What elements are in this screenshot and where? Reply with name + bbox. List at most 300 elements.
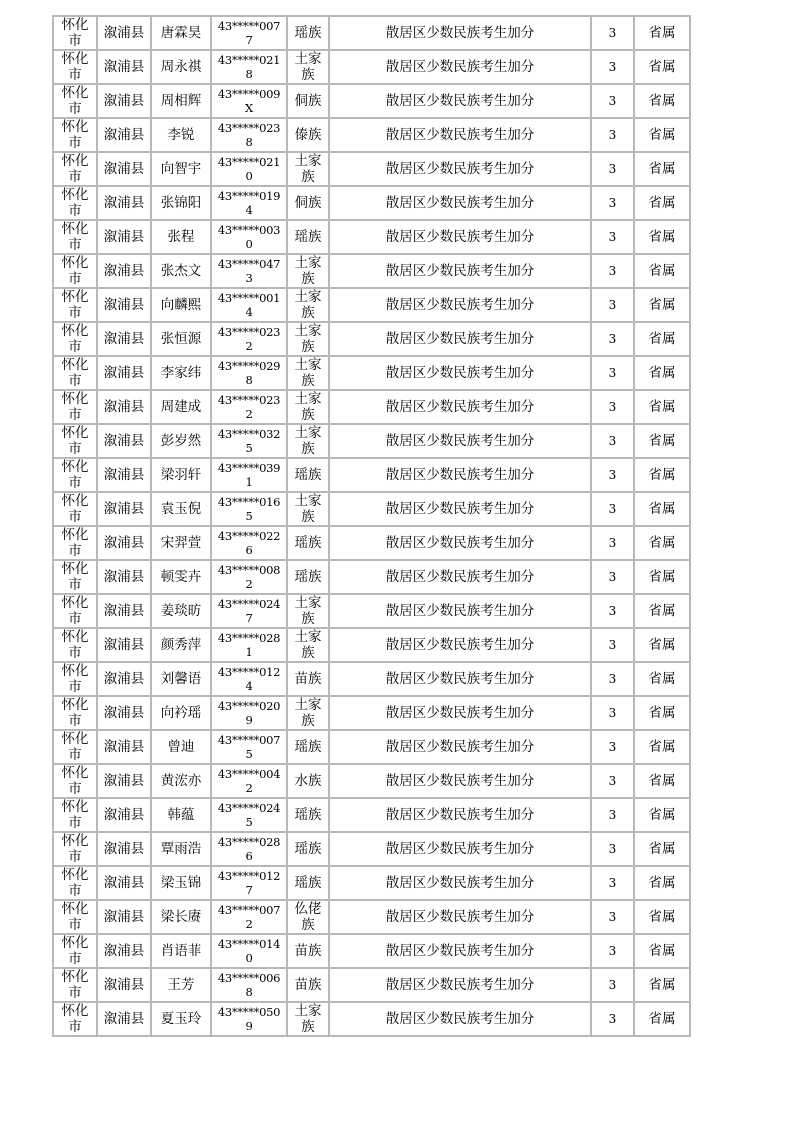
id-number-line-2: 3 bbox=[245, 271, 253, 285]
bonus-score-cell: 3 bbox=[591, 424, 634, 458]
bonus-item-cell: 散居区少数民族考生加分 bbox=[329, 764, 591, 798]
bonus-score-cell: 3 bbox=[591, 118, 634, 152]
id-number-line-2: 4 bbox=[245, 305, 253, 319]
table-row bbox=[53, 696, 690, 730]
level-cell: 省属 bbox=[634, 152, 690, 186]
id-number-line-2: 0 bbox=[245, 951, 253, 965]
county-cell: 溆浦县 bbox=[97, 662, 151, 696]
city-line-1: 怀化 bbox=[61, 765, 89, 781]
city-cell bbox=[53, 560, 97, 594]
bonus-score-cell: 3 bbox=[591, 322, 634, 356]
bonus-item-cell: 散居区少数民族考生加分 bbox=[329, 900, 591, 934]
county-cell: 溆浦县 bbox=[97, 492, 151, 526]
id-number-cell bbox=[211, 560, 287, 594]
id-number-line-2: 1 bbox=[245, 475, 253, 489]
name-cell: 曾迪 bbox=[151, 730, 211, 764]
city-line-1: 怀化 bbox=[61, 459, 89, 475]
level-cell: 省属 bbox=[634, 492, 690, 526]
bonus-score-cell: 3 bbox=[591, 254, 634, 288]
bonus-item-cell: 散居区少数民族考生加分 bbox=[329, 254, 591, 288]
county-cell: 溆浦县 bbox=[97, 84, 151, 118]
id-number-line-2: 2 bbox=[245, 917, 253, 931]
bonus-item-cell: 散居区少数民族考生加分 bbox=[329, 288, 591, 322]
city-line-2: 市 bbox=[68, 849, 82, 865]
level-cell: 省属 bbox=[634, 628, 690, 662]
ethnicity-line-1: 苗族 bbox=[294, 943, 322, 959]
id-number-line-2: 9 bbox=[245, 713, 253, 727]
id-number-cell bbox=[211, 288, 287, 322]
city-cell bbox=[53, 424, 97, 458]
bonus-item-cell: 散居区少数民族考生加分 bbox=[329, 1002, 591, 1036]
table-row bbox=[53, 254, 690, 288]
level-cell: 省属 bbox=[634, 662, 690, 696]
ethnicity-line-1: 瑶族 bbox=[294, 229, 322, 245]
name-cell: 向麟熙 bbox=[151, 288, 211, 322]
name-cell: 张杰文 bbox=[151, 254, 211, 288]
name-cell: 姜琰昉 bbox=[151, 594, 211, 628]
id-number-line-1: 43*****003 bbox=[217, 223, 281, 237]
bonus-item-cell: 散居区少数民族考生加分 bbox=[329, 492, 591, 526]
id-number-line-1: 43*****029 bbox=[217, 359, 281, 373]
table-row bbox=[53, 866, 690, 900]
id-number-cell bbox=[211, 458, 287, 492]
table-row bbox=[53, 730, 690, 764]
id-number-cell bbox=[211, 390, 287, 424]
city-line-2: 市 bbox=[68, 441, 82, 457]
name-cell: 向衿瑶 bbox=[151, 696, 211, 730]
level-cell: 省属 bbox=[634, 934, 690, 968]
id-number-line-2: 7 bbox=[245, 33, 253, 47]
city-cell bbox=[53, 594, 97, 628]
id-number-line-1: 43*****016 bbox=[217, 495, 281, 509]
county-cell: 溆浦县 bbox=[97, 866, 151, 900]
ethnicity-cell bbox=[287, 84, 329, 118]
level-cell: 省属 bbox=[634, 322, 690, 356]
ethnicity-line-1: 瑶族 bbox=[294, 739, 322, 755]
table-row bbox=[53, 288, 690, 322]
city-cell bbox=[53, 662, 97, 696]
city-line-1: 怀化 bbox=[61, 221, 89, 237]
city-line-2: 市 bbox=[68, 985, 82, 1001]
table-row bbox=[53, 424, 690, 458]
name-cell: 顿雯卉 bbox=[151, 560, 211, 594]
city-line-1: 怀化 bbox=[61, 833, 89, 849]
county-cell: 溆浦县 bbox=[97, 832, 151, 866]
bonus-item-cell: 散居区少数民族考生加分 bbox=[329, 152, 591, 186]
id-number-line-1: 43*****001 bbox=[217, 291, 281, 305]
county-cell: 溆浦县 bbox=[97, 526, 151, 560]
id-number-line-1: 43*****024 bbox=[217, 597, 281, 611]
county-cell: 溆浦县 bbox=[97, 356, 151, 390]
ethnicity-cell bbox=[287, 458, 329, 492]
city-line-2: 市 bbox=[68, 135, 82, 151]
ethnicity-line-2: 族 bbox=[301, 509, 315, 525]
bonus-item-cell: 散居区少数民族考生加分 bbox=[329, 798, 591, 832]
city-line-2: 市 bbox=[68, 713, 82, 729]
city-line-2: 市 bbox=[68, 407, 82, 423]
city-line-2: 市 bbox=[68, 1019, 82, 1035]
city-line-1: 怀化 bbox=[61, 663, 89, 679]
ethnicity-cell bbox=[287, 526, 329, 560]
table-row bbox=[53, 16, 690, 50]
city-line-2: 市 bbox=[68, 33, 82, 49]
city-line-2: 市 bbox=[68, 883, 82, 899]
id-number-line-2: 8 bbox=[245, 985, 253, 999]
county-cell: 溆浦县 bbox=[97, 254, 151, 288]
table-row bbox=[53, 118, 690, 152]
level-cell: 省属 bbox=[634, 186, 690, 220]
ethnicity-line-2: 族 bbox=[301, 271, 315, 287]
id-number-cell bbox=[211, 356, 287, 390]
id-number-line-2: 5 bbox=[245, 747, 253, 761]
bonus-item-cell: 散居区少数民族考生加分 bbox=[329, 968, 591, 1002]
city-cell bbox=[53, 356, 97, 390]
city-line-1: 怀化 bbox=[61, 901, 89, 917]
name-cell: 梁羽轩 bbox=[151, 458, 211, 492]
county-cell: 溆浦县 bbox=[97, 220, 151, 254]
ethnicity-line-1: 土家 bbox=[294, 323, 322, 339]
city-line-1: 怀化 bbox=[61, 425, 89, 441]
ethnicity-cell bbox=[287, 730, 329, 764]
table-row bbox=[53, 492, 690, 526]
county-cell: 溆浦县 bbox=[97, 322, 151, 356]
bonus-item-cell: 散居区少数民族考生加分 bbox=[329, 628, 591, 662]
county-cell: 溆浦县 bbox=[97, 764, 151, 798]
level-cell: 省属 bbox=[634, 458, 690, 492]
city-cell bbox=[53, 288, 97, 322]
bonus-score-cell: 3 bbox=[591, 288, 634, 322]
bonus-score-cell: 3 bbox=[591, 152, 634, 186]
id-number-line-2: 4 bbox=[245, 679, 253, 693]
id-number-cell bbox=[211, 254, 287, 288]
level-cell: 省属 bbox=[634, 356, 690, 390]
id-number-cell bbox=[211, 730, 287, 764]
table-row bbox=[53, 356, 690, 390]
ethnicity-cell bbox=[287, 628, 329, 662]
county-cell: 溆浦县 bbox=[97, 798, 151, 832]
id-number-cell bbox=[211, 84, 287, 118]
name-cell: 唐霖昊 bbox=[151, 16, 211, 50]
city-line-1: 怀化 bbox=[61, 527, 89, 543]
bonus-item-cell: 散居区少数民族考生加分 bbox=[329, 730, 591, 764]
city-cell bbox=[53, 84, 97, 118]
bonus-score-cell: 3 bbox=[591, 50, 634, 84]
city-line-2: 市 bbox=[68, 781, 82, 797]
name-cell: 张恒源 bbox=[151, 322, 211, 356]
city-line-1: 怀化 bbox=[61, 1003, 89, 1019]
city-line-1: 怀化 bbox=[61, 493, 89, 509]
id-number-line-2: 5 bbox=[245, 815, 253, 829]
id-number-cell bbox=[211, 16, 287, 50]
id-number-line-1: 43*****047 bbox=[217, 257, 281, 271]
ethnicity-line-1: 土家 bbox=[294, 595, 322, 611]
name-cell: 覃雨浩 bbox=[151, 832, 211, 866]
city-line-2: 市 bbox=[68, 169, 82, 185]
city-line-2: 市 bbox=[68, 203, 82, 219]
id-number-line-2: 8 bbox=[245, 373, 253, 387]
ethnicity-line-1: 土家 bbox=[294, 425, 322, 441]
name-cell: 肖语菲 bbox=[151, 934, 211, 968]
id-number-cell bbox=[211, 832, 287, 866]
id-number-line-2: 2 bbox=[245, 577, 253, 591]
level-cell: 省属 bbox=[634, 594, 690, 628]
bonus-score-cell: 3 bbox=[591, 594, 634, 628]
id-number-cell bbox=[211, 152, 287, 186]
bonus-score-cell: 3 bbox=[591, 560, 634, 594]
level-cell: 省属 bbox=[634, 118, 690, 152]
id-number-line-2: 8 bbox=[245, 67, 253, 81]
city-cell bbox=[53, 492, 97, 526]
name-cell: 宋羿萱 bbox=[151, 526, 211, 560]
county-cell: 溆浦县 bbox=[97, 628, 151, 662]
level-cell: 省属 bbox=[634, 526, 690, 560]
ethnicity-cell bbox=[287, 288, 329, 322]
city-cell bbox=[53, 390, 97, 424]
ethnicity-cell bbox=[287, 16, 329, 50]
level-cell: 省属 bbox=[634, 84, 690, 118]
id-number-cell bbox=[211, 628, 287, 662]
level-cell: 省属 bbox=[634, 968, 690, 1002]
city-line-1: 怀化 bbox=[61, 697, 89, 713]
bonus-item-cell: 散居区少数民族考生加分 bbox=[329, 594, 591, 628]
name-cell: 颜秀萍 bbox=[151, 628, 211, 662]
ethnicity-line-2: 族 bbox=[301, 917, 315, 933]
bonus-item-cell: 散居区少数民族考生加分 bbox=[329, 84, 591, 118]
bonus-score-cell: 3 bbox=[591, 526, 634, 560]
bonus-item-cell: 散居区少数民族考生加分 bbox=[329, 832, 591, 866]
city-cell bbox=[53, 968, 97, 1002]
ethnicity-line-2: 族 bbox=[301, 713, 315, 729]
name-cell: 夏玉玲 bbox=[151, 1002, 211, 1036]
bonus-score-cell: 3 bbox=[591, 900, 634, 934]
id-number-line-2: 2 bbox=[245, 781, 253, 795]
id-number-line-2: 2 bbox=[245, 407, 253, 421]
table-row bbox=[53, 84, 690, 118]
id-number-line-1: 43*****023 bbox=[217, 393, 281, 407]
city-cell bbox=[53, 866, 97, 900]
table-row bbox=[53, 798, 690, 832]
ethnicity-line-1: 土家 bbox=[294, 289, 322, 305]
bonus-item-cell: 散居区少数民族考生加分 bbox=[329, 560, 591, 594]
city-line-1: 怀化 bbox=[61, 357, 89, 373]
city-line-2: 市 bbox=[68, 951, 82, 967]
bonus-item-cell: 散居区少数民族考生加分 bbox=[329, 424, 591, 458]
level-cell: 省属 bbox=[634, 798, 690, 832]
ethnicity-cell bbox=[287, 764, 329, 798]
ethnicity-line-1: 瑶族 bbox=[294, 841, 322, 857]
city-line-1: 怀化 bbox=[61, 561, 89, 577]
id-number-cell bbox=[211, 50, 287, 84]
level-cell: 省属 bbox=[634, 254, 690, 288]
level-cell: 省属 bbox=[634, 424, 690, 458]
county-cell: 溆浦县 bbox=[97, 186, 151, 220]
bonus-item-cell: 散居区少数民族考生加分 bbox=[329, 356, 591, 390]
name-cell: 彭岁然 bbox=[151, 424, 211, 458]
bonus-score-cell: 3 bbox=[591, 798, 634, 832]
city-cell bbox=[53, 900, 97, 934]
bonus-item-cell: 散居区少数民族考生加分 bbox=[329, 934, 591, 968]
city-line-1: 怀化 bbox=[61, 731, 89, 747]
city-line-1: 怀化 bbox=[61, 51, 89, 67]
county-cell: 溆浦县 bbox=[97, 390, 151, 424]
city-cell bbox=[53, 1002, 97, 1036]
bonus-item-cell: 散居区少数民族考生加分 bbox=[329, 16, 591, 50]
level-cell: 省属 bbox=[634, 866, 690, 900]
county-cell: 溆浦县 bbox=[97, 900, 151, 934]
city-cell bbox=[53, 832, 97, 866]
id-number-line-2: 5 bbox=[245, 509, 253, 523]
ethnicity-line-1: 苗族 bbox=[294, 671, 322, 687]
ethnicity-line-1: 水族 bbox=[294, 773, 322, 789]
county-cell: 溆浦县 bbox=[97, 968, 151, 1002]
ethnicity-line-2: 族 bbox=[301, 305, 315, 321]
city-cell bbox=[53, 16, 97, 50]
table-body bbox=[53, 16, 690, 1036]
id-number-line-2: 1 bbox=[245, 645, 253, 659]
ethnicity-cell bbox=[287, 662, 329, 696]
ethnicity-cell bbox=[287, 424, 329, 458]
ethnicity-cell bbox=[287, 968, 329, 1002]
ethnicity-cell bbox=[287, 152, 329, 186]
city-cell bbox=[53, 220, 97, 254]
table-row bbox=[53, 220, 690, 254]
id-number-cell bbox=[211, 526, 287, 560]
city-line-2: 市 bbox=[68, 305, 82, 321]
ethnicity-line-1: 瑶族 bbox=[294, 875, 322, 891]
city-line-1: 怀化 bbox=[61, 119, 89, 135]
ethnicity-line-1: 瑶族 bbox=[294, 569, 322, 585]
table-row bbox=[53, 968, 690, 1002]
ethnicity-line-1: 侗族 bbox=[294, 93, 322, 109]
county-cell: 溆浦县 bbox=[97, 1002, 151, 1036]
county-cell: 溆浦县 bbox=[97, 50, 151, 84]
ethnicity-cell bbox=[287, 254, 329, 288]
bonus-score-cell: 3 bbox=[591, 220, 634, 254]
city-cell bbox=[53, 730, 97, 764]
id-number-line-2: 0 bbox=[245, 169, 253, 183]
bonus-item-cell: 散居区少数民族考生加分 bbox=[329, 458, 591, 492]
bonus-score-cell: 3 bbox=[591, 934, 634, 968]
bonus-score-cell: 3 bbox=[591, 764, 634, 798]
bonus-score-cell: 3 bbox=[591, 356, 634, 390]
city-cell bbox=[53, 526, 97, 560]
id-number-cell bbox=[211, 662, 287, 696]
city-line-2: 市 bbox=[68, 815, 82, 831]
id-number-cell bbox=[211, 424, 287, 458]
bonus-score-cell: 3 bbox=[591, 390, 634, 424]
id-number-cell bbox=[211, 220, 287, 254]
id-number-line-1: 43*****012 bbox=[217, 665, 281, 679]
ethnicity-cell bbox=[287, 220, 329, 254]
id-number-line-1: 43*****022 bbox=[217, 529, 281, 543]
table-row bbox=[53, 526, 690, 560]
ethnicity-line-1: 傣族 bbox=[294, 127, 322, 143]
bonus-item-cell: 散居区少数民族考生加分 bbox=[329, 186, 591, 220]
id-number-cell bbox=[211, 186, 287, 220]
bonus-score-cell: 3 bbox=[591, 628, 634, 662]
table-row bbox=[53, 1002, 690, 1036]
ethnicity-line-2: 族 bbox=[301, 339, 315, 355]
ethnicity-line-1: 土家 bbox=[294, 697, 322, 713]
bonus-score-cell: 3 bbox=[591, 492, 634, 526]
city-line-2: 市 bbox=[68, 577, 82, 593]
id-number-line-1: 43*****023 bbox=[217, 121, 281, 135]
bonus-score-cell: 3 bbox=[591, 84, 634, 118]
name-cell: 李家纬 bbox=[151, 356, 211, 390]
name-cell: 李锐 bbox=[151, 118, 211, 152]
table-row bbox=[53, 186, 690, 220]
bonus-score-cell: 3 bbox=[591, 186, 634, 220]
id-number-line-1: 43*****021 bbox=[217, 155, 281, 169]
city-line-1: 怀化 bbox=[61, 799, 89, 815]
city-cell bbox=[53, 322, 97, 356]
level-cell: 省属 bbox=[634, 50, 690, 84]
id-number-line-2: 9 bbox=[245, 1019, 253, 1033]
ethnicity-line-1: 瑶族 bbox=[294, 25, 322, 41]
ethnicity-line-2: 族 bbox=[301, 373, 315, 389]
id-number-cell bbox=[211, 594, 287, 628]
city-cell bbox=[53, 764, 97, 798]
ethnicity-line-1: 土家 bbox=[294, 1003, 322, 1019]
city-cell bbox=[53, 798, 97, 832]
bonus-score-cell: 3 bbox=[591, 866, 634, 900]
county-cell: 溆浦县 bbox=[97, 288, 151, 322]
county-cell: 溆浦县 bbox=[97, 934, 151, 968]
ethnicity-line-1: 土家 bbox=[294, 391, 322, 407]
id-number-line-2: 5 bbox=[245, 441, 253, 455]
ethnicity-line-1: 瑶族 bbox=[294, 467, 322, 483]
county-cell: 溆浦县 bbox=[97, 152, 151, 186]
city-cell bbox=[53, 628, 97, 662]
bonus-score-cell: 3 bbox=[591, 832, 634, 866]
id-number-line-2: 7 bbox=[245, 883, 253, 897]
id-number-line-1: 43*****020 bbox=[217, 699, 281, 713]
city-line-2: 市 bbox=[68, 475, 82, 491]
bonus-item-cell: 散居区少数民族考生加分 bbox=[329, 866, 591, 900]
bonus-item-cell: 散居区少数民族考生加分 bbox=[329, 220, 591, 254]
name-cell: 张程 bbox=[151, 220, 211, 254]
ethnicity-cell bbox=[287, 118, 329, 152]
ethnicity-cell bbox=[287, 492, 329, 526]
id-number-line-2: 6 bbox=[245, 543, 253, 557]
ethnicity-line-2: 族 bbox=[301, 645, 315, 661]
bonus-item-cell: 散居区少数民族考生加分 bbox=[329, 662, 591, 696]
ethnicity-cell bbox=[287, 390, 329, 424]
city-cell bbox=[53, 696, 97, 730]
id-number-line-1: 43*****019 bbox=[217, 189, 281, 203]
id-number-line-1: 43*****032 bbox=[217, 427, 281, 441]
city-line-1: 怀化 bbox=[61, 969, 89, 985]
ethnicity-cell bbox=[287, 900, 329, 934]
city-line-1: 怀化 bbox=[61, 153, 89, 169]
city-cell bbox=[53, 254, 97, 288]
county-cell: 溆浦县 bbox=[97, 458, 151, 492]
city-line-2: 市 bbox=[68, 747, 82, 763]
ethnicity-cell bbox=[287, 832, 329, 866]
id-number-line-2: X bbox=[245, 101, 253, 115]
id-number-line-1: 43*****012 bbox=[217, 869, 281, 883]
id-number-line-2: 2 bbox=[245, 339, 253, 353]
city-line-2: 市 bbox=[68, 917, 82, 933]
city-line-1: 怀化 bbox=[61, 17, 89, 33]
id-number-cell bbox=[211, 764, 287, 798]
city-line-1: 怀化 bbox=[61, 629, 89, 645]
ethnicity-line-2: 族 bbox=[301, 441, 315, 457]
city-line-1: 怀化 bbox=[61, 935, 89, 951]
level-cell: 省属 bbox=[634, 220, 690, 254]
city-line-2: 市 bbox=[68, 509, 82, 525]
id-number-line-1: 43*****024 bbox=[217, 801, 281, 815]
